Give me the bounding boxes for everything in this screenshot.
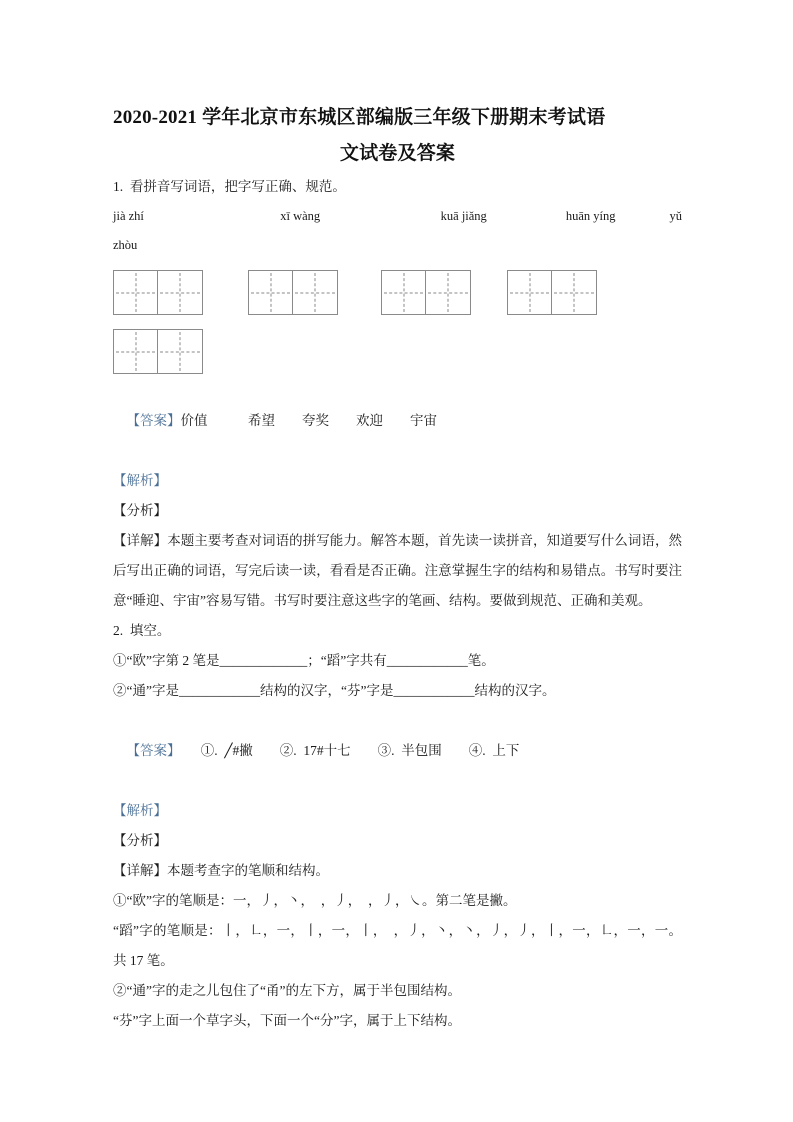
pinyin-2: xī wàng (280, 209, 321, 223)
question-2-item-1: ①“欧”字第 2 笔是_____________；“蹈”字共有____________笔。 (113, 653, 495, 668)
question-2-detail-line-2: “蹈”字的笔顺是：丨，㇗，一，丨，一，丨， ，丿，丶，丶，丿，丿，丨，一，㇗，一，一。共 17 笔。 (113, 923, 682, 968)
writing-box-group[interactable] (113, 270, 203, 315)
writing-box-group[interactable] (113, 329, 203, 374)
pinyin-3: kuā jiǎng (440, 209, 487, 223)
tianzige-box[interactable] (381, 270, 426, 315)
question-1-analysis-marker: 【解析】 (113, 473, 167, 488)
question-2-detail-line-1: ①“欧”字的笔顺是：一，丿，丶， ，丿， ，丿，㇏。第二笔是撇。 (113, 893, 517, 908)
answer-text: 价值 希望 夸奖 欢迎 宇宙 (180, 413, 437, 428)
tianzige-box[interactable] (293, 270, 338, 315)
pinyin-4: huān yíng (565, 209, 616, 223)
question-2-answer (113, 706, 682, 796)
question-2-detail-line-3: ②“通”字的走之儿包住了“甬”的左下方，属于半包围结构。 (113, 983, 461, 998)
question-1-answer (113, 376, 682, 466)
page-title (113, 0, 682, 172)
pinyin-1: jià zhí (113, 209, 144, 223)
writing-box-group[interactable] (381, 270, 471, 315)
tianzige-box[interactable] (158, 270, 203, 315)
page-title-line-2: 文试卷及答案 (339, 143, 456, 164)
question-2-explanation: 【详解】本题考查字的笔顺和结构。 (113, 863, 329, 878)
question-2-detail-line-4: “芬”字上面一个草字头，下面一个“分”字，属于上下结构。 (113, 1013, 461, 1028)
answer-text: ①. ╱#撇 ②. 17#十七 ③. 半包围 ④. 上下 (173, 743, 520, 758)
question-2-item-2: ②“通”字是____________结构的汉字，“芬”字是____________结构的汉字。 (113, 683, 556, 698)
writing-grid-row-2 (113, 329, 682, 374)
page-title-line-1: 2020-2021 学年北京市东城区部编版三年级下册期末考试语 (113, 107, 606, 128)
answer-marker: 【答案】 (126, 743, 174, 758)
tianzige-box[interactable] (507, 270, 552, 315)
tianzige-box[interactable] (113, 329, 158, 374)
pinyin-5: yǔ (669, 209, 682, 223)
spacer (203, 270, 248, 315)
question-1-pinyin-row (113, 202, 682, 231)
question-1-fenxi-label: 【分析】 (113, 503, 167, 518)
question-2-prompt: 2. 填空。 (113, 623, 171, 638)
tianzige-box[interactable] (248, 270, 293, 315)
pinyin-5-wrap: zhòu (113, 238, 138, 252)
tianzige-box[interactable] (426, 270, 471, 315)
question-2-fenxi-label: 【分析】 (113, 833, 167, 848)
tianzige-box[interactable] (158, 329, 203, 374)
tianzige-box[interactable] (113, 270, 158, 315)
writing-box-group[interactable] (248, 270, 338, 315)
writing-box-group[interactable] (507, 270, 597, 315)
tianzige-box[interactable] (552, 270, 597, 315)
answer-marker: 【答案】 (126, 413, 181, 428)
question-1-explanation: 【详解】本题主要考查对词语的拼写能力。解答本题，首先读一读拼音，知道要写什么词语，然后写出正确的词语，写完后读一读，看看是否正确。注意掌握生字的结构和易错点。书写时要注意“睡迎、宇宙”容易写错。书写时要注意这些字的笔画、结构。要做到规范、正确和美观。 (113, 533, 682, 608)
question-2-analysis-marker: 【解析】 (113, 803, 167, 818)
document-page (113, 0, 682, 1036)
question-1-prompt: 1. 看拼音写词语，把字写正确、规范。 (113, 179, 346, 194)
writing-grid-row-1 (113, 270, 682, 315)
spacer (471, 270, 507, 315)
spacer (338, 270, 381, 315)
